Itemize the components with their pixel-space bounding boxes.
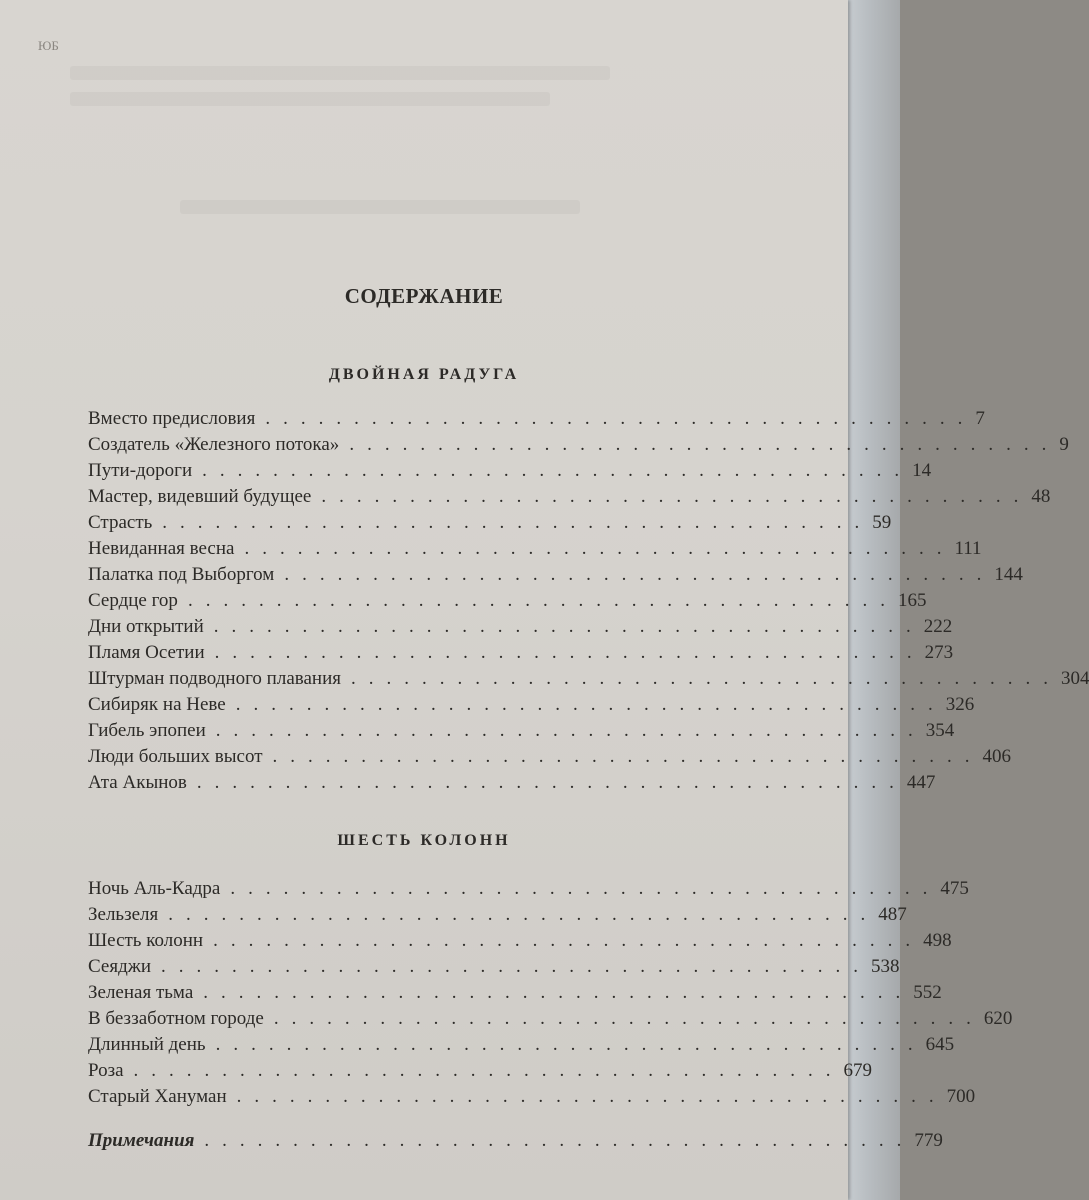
toc-entry [88,590,927,616]
dot-leader: ........................................ [162,512,873,533]
entry-title: Вместо предисловия [88,408,256,429]
toc-entry [88,642,954,668]
dot-leader: ........................................ [273,1008,984,1029]
entry-page: 9 [1059,434,1069,455]
dot-leader: ........................................ [187,590,898,611]
contents-title: СОДЕРЖАНИЕ [344,284,504,308]
dot-leader: ........................................ [349,434,1060,455]
entry-page: 645 [925,1034,955,1055]
toc-entry [88,616,953,642]
entry-title: Пути-дороги [88,460,193,481]
entry-page: 406 [982,746,1012,767]
toc-entry [88,878,969,904]
toc-entry [88,512,892,538]
page-number: ЮБ [38,38,59,53]
entry-page: 59 [872,512,892,533]
entry-page: 779 [914,1130,943,1151]
dot-leader: ........................................ [204,1130,915,1151]
entry-title: Гибель эпопеи [88,720,206,741]
entry-title: Роза [88,1060,124,1081]
dot-leader: ........................................ [168,904,879,925]
toc-entry [88,408,985,434]
entry-page: 679 [843,1060,873,1081]
toc-entry [88,1034,955,1060]
toc-entry [88,434,1069,460]
entry-page: 498 [923,930,952,951]
toc-entry [88,1008,1013,1034]
bleed-through-text [180,200,580,214]
entry-title: В беззаботном городе [88,1008,264,1029]
dot-leader: ........................................ [236,1086,947,1107]
entry-page: 7 [975,408,985,429]
entry-page: 475 [940,878,969,899]
toc-entry [88,1060,873,1086]
entry-page: 144 [994,564,1023,585]
entry-title: Дни открытий [88,616,204,637]
toc-entry [88,930,952,956]
section-heading: ДВОЙНАЯ РАДУГА [328,366,520,383]
dot-leader: ........................................ [235,694,946,715]
dot-leader: ........................................ [215,1034,926,1055]
toc-entry [88,772,936,798]
entry-page: 48 [1031,486,1051,507]
entry-page: 700 [946,1086,976,1107]
entry-page: 304 [1060,668,1089,689]
entry-title: Невиданная весна [88,538,235,559]
entry-title: Страсть [88,512,153,533]
entry-page: 538 [871,956,900,977]
entry-title: Мастер, видевший будущее [88,486,312,507]
entry-page: 14 [912,460,932,481]
entry-title: Создатель «Железного потока» [88,434,340,455]
toc-entry [88,904,907,930]
toc-entry [88,1086,976,1112]
toc-entry [88,486,1051,512]
entry-page: 165 [897,590,927,611]
entry-title: Штурман подводного плавания [88,668,341,689]
entry-page: 487 [878,904,907,925]
entry-title: Палатка под Выборгом [88,564,275,585]
dot-leader: ........................................ [213,616,924,637]
toc-entry [88,564,1023,590]
dot-leader: ........................................ [203,982,914,1003]
dot-leader: ........................................ [214,642,925,663]
entry-page: 354 [925,720,955,741]
dot-leader: ........................................ [265,408,976,429]
entry-title: Примечания [88,1130,195,1151]
dot-leader: ........................................ [196,772,907,793]
dot-leader: ........................................ [133,1060,844,1081]
entry-title: Сердце гор [88,590,178,611]
dot-leader: ........................................ [202,460,913,481]
entry-title: Длинный день [88,1034,206,1055]
entry-page: 552 [913,982,942,1003]
entry-title: Шесть колонн [88,930,204,951]
toc-entry [88,746,1012,772]
section-heading: ШЕСТЬ КОЛОНН [337,832,511,849]
dot-leader: ........................................ [161,956,872,977]
toc-entry-notes [88,1130,943,1156]
entry-title: Зельзеля [88,904,159,925]
entry-page: 222 [923,616,953,637]
dot-leader: ........................................ [272,746,983,767]
dot-leader: ........................................ [321,486,1032,507]
entry-page: 273 [924,642,954,663]
entry-page: 620 [983,1008,1013,1029]
dot-leader: ........................................ [215,720,926,741]
entry-title: Пламя Осетии [88,642,205,663]
entry-title: Сеяджи [88,956,152,977]
bleed-through-text [70,92,550,106]
toc-entry [88,668,1089,694]
entry-title: Сибиряк на Неве [88,694,226,715]
toc-entry [88,460,932,486]
dot-leader: ........................................ [244,538,955,559]
entry-page: 111 [954,538,982,559]
toc-entry [88,956,900,982]
toc-entry [88,982,942,1008]
dot-leader: ........................................ [230,878,941,899]
dot-leader: ........................................ [350,668,1061,689]
entry-title: Зеленая тьма [88,982,194,1003]
dot-leader: ........................................ [213,930,924,951]
entry-title: Люди больших высот [88,746,263,767]
toc-entry [88,694,975,720]
entry-title: Ночь Аль-Кадра [88,878,221,899]
dot-leader: ........................................ [284,564,995,585]
entry-title: Старый Хануман [88,1086,227,1107]
bleed-through-text [70,66,610,80]
toc-entry [88,538,982,564]
toc-entry [88,720,955,746]
entry-title: Ата Акынов [88,772,187,793]
entry-page: 326 [945,694,975,715]
entry-page: 447 [906,772,936,793]
